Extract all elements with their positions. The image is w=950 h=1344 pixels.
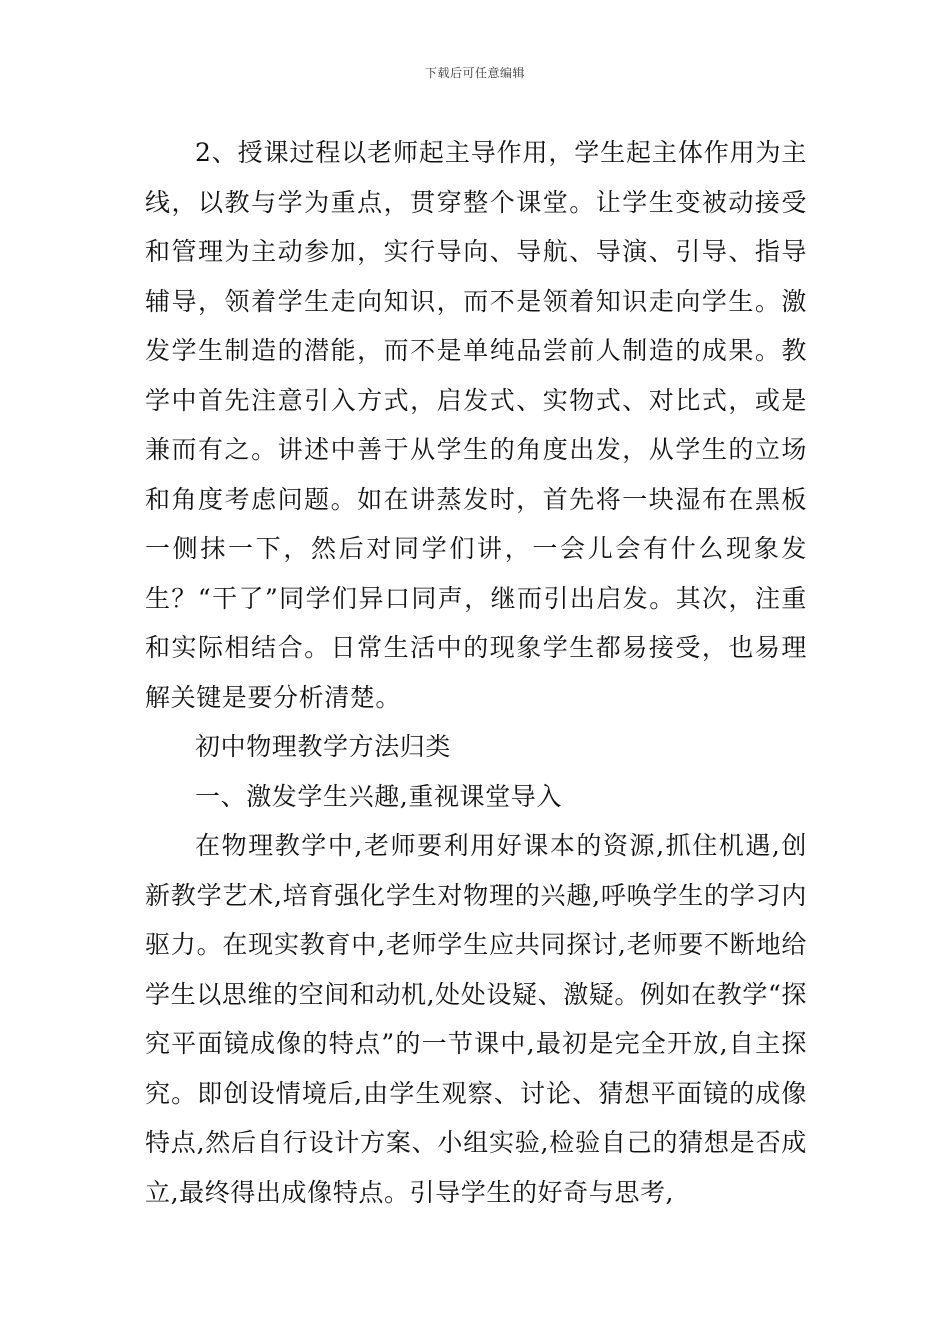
body-paragraph-1: 2、授课过程以老师起主导作用，学生起主体作用为主线，以教与学为重点，贯穿整个课堂。让学生变被动接受和管理为主动参加，实行导向、导航、导演、引导、指导辅导，领着学生走向知识，而不是领着知识走向学生。激发学生制造的潜能，而不是单纯品尝前人制造的成果。教学中首先注意引入方式，启发式、实物式、对比式，或是兼而有之。讲述中善于从学生的角度出发，从学生的立场和角度考虑问题。如在讲蒸发时，首先将一块湿布在黑板一侧抹一下，然后对同学们讲，一会儿会有什么现象发生？“干了”同学们异口同声，继而引出启发。其次，注重和实际相结合。日常生活中的现象学生都易接受，也易理解关键是要分析清楚。: [145, 138, 807, 712]
page-header-note: 下载后可任意编辑: [424, 66, 525, 80]
section-title: 初中物理教学方法归类: [195, 732, 452, 761]
subsection-title: 一、激发学生兴趣,重视课堂导入: [195, 781, 562, 811]
document-body: [145, 128, 807, 1217]
body-paragraph-2: 在物理教学中,老师要利用好课本的资源,抓住机遇,创新教学艺术,培育强化学生对物理的兴趣,呼唤学生的学习内驱力。在现实教育中,老师学生应共同探讨,老师要不断地给学生以思维的空间和动机,处处设疑、激疑。例如在教学“探究平面镜成像的特点”的一节课中,最初是完全开放,自主探究。即创设情境后,由学生观察、讨论、猜想平面镜的成像特点,然后自行设计方案、小组实验,检验自己的猜想是否成立,最终得出成像特点。引导学生的好奇与思考,: [145, 831, 807, 1207]
